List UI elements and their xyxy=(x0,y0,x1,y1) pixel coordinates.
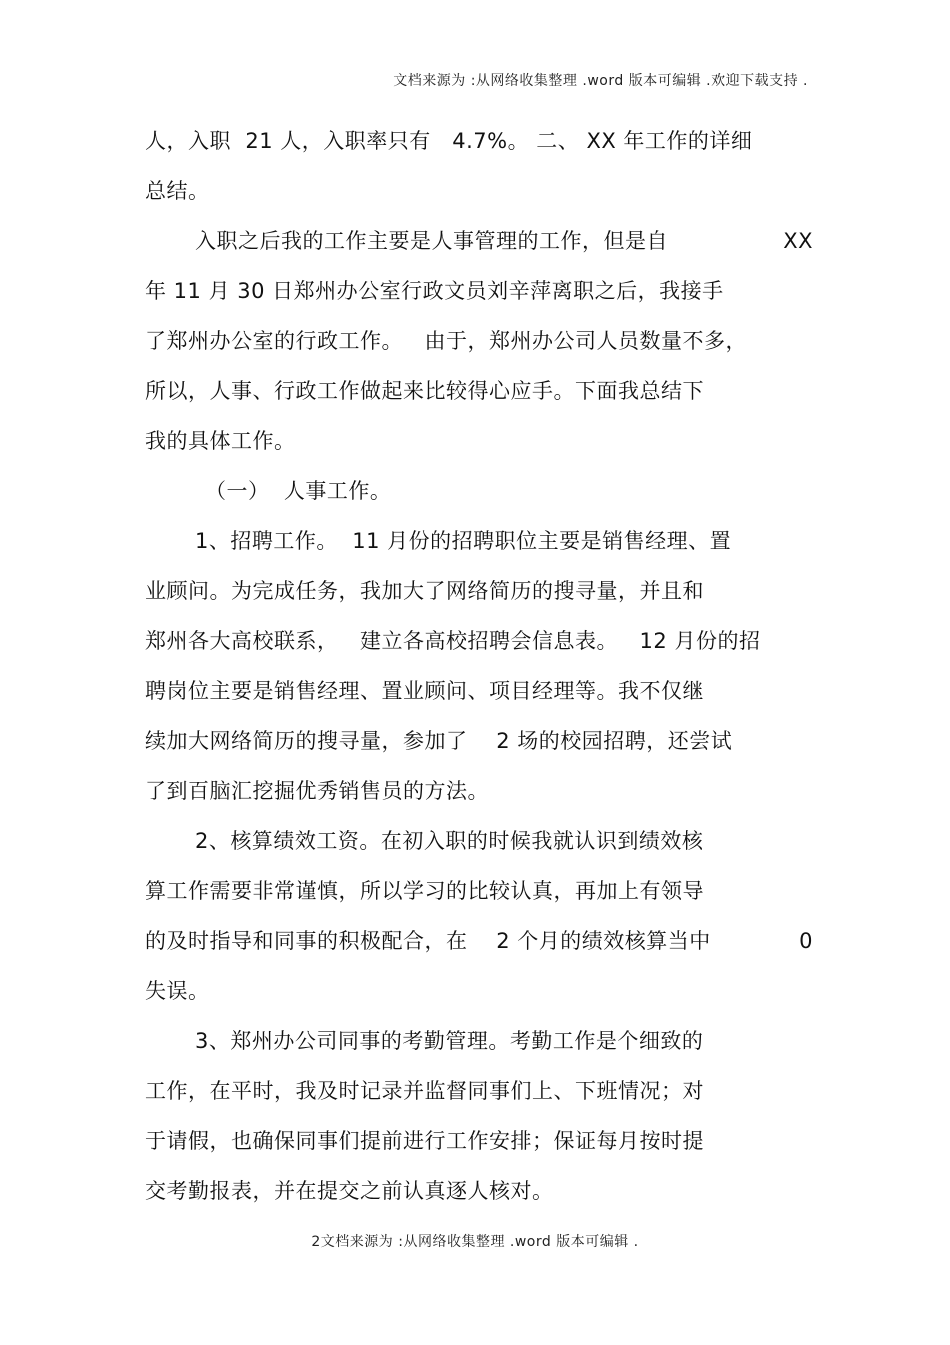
text-line: 我的具体工作。 xyxy=(145,429,296,453)
text-segment: 入职之后我的工作主要是人事管理的工作，但是自 xyxy=(195,229,668,253)
text-line: 郑州各大高校联系， 建立各高校招聘会信息表。 12 月份的招 xyxy=(145,629,761,653)
text-line: 于请假，也确保同事们提前进行工作安排；保证每月按时提 xyxy=(145,1129,704,1153)
text-line xyxy=(145,916,813,966)
text-line: 失误。 xyxy=(145,979,210,1003)
text-line: 2、核算绩效工资。在初入职的时候我就认识到绩效核 xyxy=(195,829,704,853)
page-header: 文档来源为 :从网络收集整理 .word 版本可编辑 .欢迎下载支持 . xyxy=(393,73,808,89)
text-line: 工作，在平时，我及时记录并监督同事们上、下班情况；对 xyxy=(145,1079,704,1103)
text-line: 所以，人事、行政工作做起来比较得心应手。下面我总结下 xyxy=(145,379,704,403)
text-line: 续加大网络简历的搜寻量，参加了 2 场的校园招聘，还尝试 xyxy=(145,729,733,753)
page-footer: 2文档来源为 :从网络收集整理 .word 版本可编辑 . xyxy=(311,1234,639,1250)
text-line: 了郑州办公室的行政工作。 由于，郑州办公司人员数量不多， xyxy=(145,329,748,353)
text-line: 1、招聘工作。 11 月份的招聘职位主要是销售经理、置 xyxy=(195,529,732,553)
body-text xyxy=(145,116,815,1216)
text-segment: XX xyxy=(783,229,813,253)
text-segment: 的及时指导和同事的积极配合，在 2 个月的绩效核算当中 xyxy=(145,929,711,953)
text-line: 总结。 xyxy=(145,179,210,203)
text-line: 交考勤报表，并在提交之前认真逐人核对。 xyxy=(145,1179,554,1203)
text-line: 聘岗位主要是销售经理、置业顾问、项目经理等。我不仅继 xyxy=(145,679,704,703)
text-line: 业顾问。为完成任务，我加大了网络简历的搜寻量，并且和 xyxy=(145,579,704,603)
text-segment: 0 xyxy=(799,929,813,953)
text-line: 算工作需要非常谨慎，所以学习的比较认真，再加上有领导 xyxy=(145,879,704,903)
section-heading: （一） 人事工作。 xyxy=(205,479,392,503)
text-line: 了到百脑汇挖掘优秀销售员的方法。 xyxy=(145,779,489,803)
text-line: 3、郑州办公司同事的考勤管理。考勤工作是个细致的 xyxy=(195,1029,704,1053)
text-line: 人，入职 21 人，入职率只有 4.7%。 二、 XX 年工作的详细 xyxy=(145,129,753,153)
text-line: 年 11 月 30 日郑州办公室行政文员刘辛萍离职之后，我接手 xyxy=(145,279,724,303)
text-line xyxy=(145,216,813,266)
